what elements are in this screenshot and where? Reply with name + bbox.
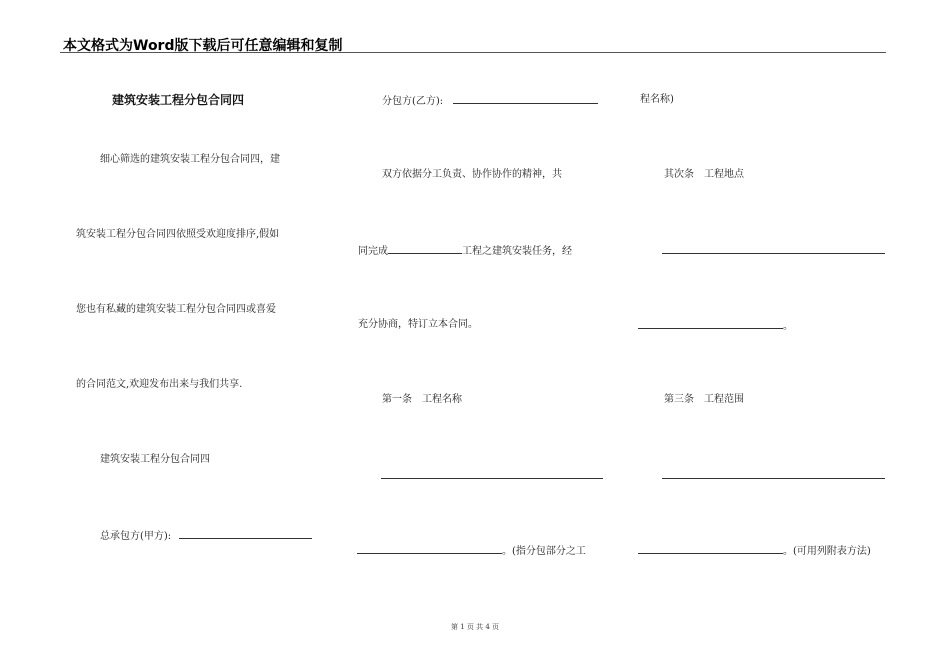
clause-3-note-line — [638, 543, 871, 559]
clause-3-blank-rule — [662, 478, 885, 479]
agreement-line-3: 充分协商，特订立本合同。 — [358, 319, 478, 330]
agreement-line-2 — [358, 243, 572, 259]
subtitle: 建筑安装工程分包合同四 — [100, 454, 210, 465]
column-1 — [0, 0, 340, 672]
intro-line-2: 筑安装工程分包合同四依照受欢迎度排序,假如 — [76, 229, 280, 240]
clause-2-period: 。 — [783, 321, 793, 332]
clause-1-blank — [357, 543, 502, 554]
document-header-title: 本文格式为Word版下载后可任意编辑和复制 — [63, 38, 343, 54]
agreement-line-1: 双方依据分工负责、协作协作的精神，共 — [382, 169, 562, 180]
party-a-label: 总承包方(甲方): — [100, 531, 172, 542]
party-b-line — [382, 93, 598, 109]
clause-2-blank — [638, 318, 783, 329]
column-2 — [340, 0, 620, 672]
column-3 — [620, 0, 920, 672]
clause-3-heading: 第三条 工程范围 — [664, 394, 744, 405]
document-title: 建筑安装工程分包合同四 — [112, 93, 245, 107]
agreement-line-2-end: 工程之建筑安装任务，经 — [462, 246, 572, 257]
clause-1-blank-rule — [381, 478, 603, 479]
clause-2-heading: 其次条 工程地点 — [664, 169, 744, 180]
intro-line-4: 的合同范文,欢迎发布出来与我们共享. — [76, 379, 243, 390]
party-b-blank — [453, 93, 598, 104]
agreement-line-2-start: 同完成 — [358, 246, 388, 257]
intro-line-1: 细心筛选的建筑安装工程分包合同四，建 — [100, 154, 280, 165]
clause-3-note: 。(可用列附表方法) — [783, 546, 871, 557]
project-name-blank — [388, 243, 462, 254]
intro-line-3: 您也有私藏的建筑安装工程分包合同四或喜爱 — [76, 304, 276, 315]
clause-2-blank-rule — [662, 253, 885, 254]
clause-1-note-continued: 程名称) — [640, 94, 674, 105]
party-a-line — [100, 528, 312, 544]
clause-3-blank — [638, 543, 783, 554]
clause-1-note: 。(指分包部分之工 — [502, 546, 586, 557]
clause-1-note-line — [357, 543, 586, 559]
party-a-blank — [179, 528, 312, 539]
clause-1-heading: 第一条 工程名称 — [382, 394, 462, 405]
page-number: 第 1 页 共 4 页 — [450, 623, 500, 631]
clause-2-line — [638, 318, 793, 334]
party-b-label: 分包方(乙方): — [382, 96, 444, 107]
